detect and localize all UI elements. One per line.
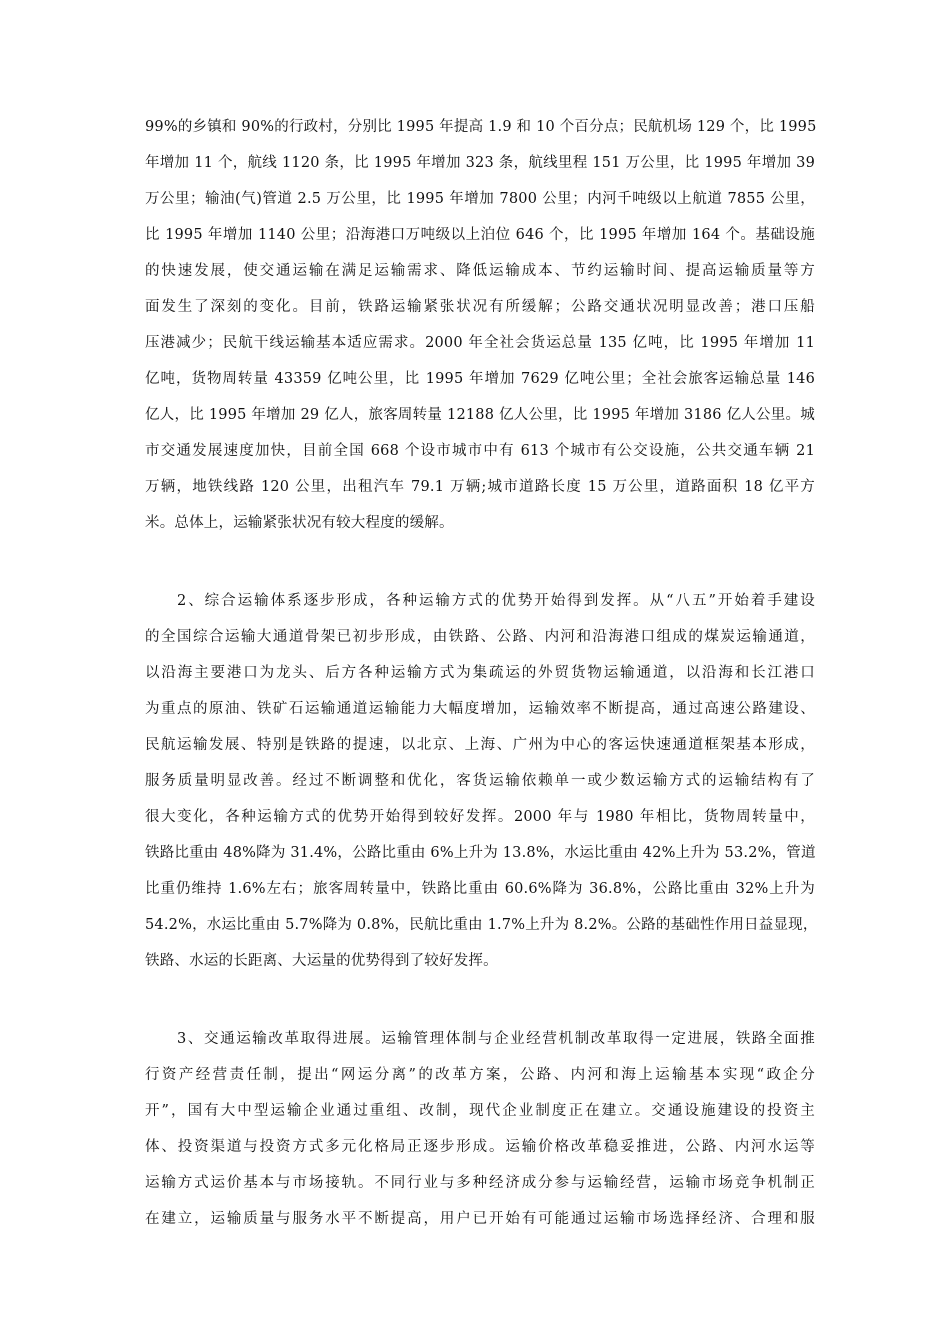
paragraph-1-line: 压港减少；民航干线运输基本适应需求。2000 年全社会货运总量 135 亿吨，比 1995 年增加 11 [145, 335, 815, 351]
paragraph-3-line: 体、投资渠道与投资方式多元化格局正逐步形成。运输价格改革稳妥推进，公路、内河水运等 [145, 1139, 815, 1155]
paragraph-3-line: 运输方式运价基本与市场接轨。不同行业与多种经济成分参与运输经营，运输市场竞争机制正 [145, 1175, 815, 1191]
paragraph-2-line: 以沿海主要港口为龙头、后方各种运输方式为集疏运的外贸货物运输通道，以沿海和长江港口 [145, 665, 815, 681]
paragraph-2-line: 铁路、水运的长距离、大运量的优势得到了较好发挥。 [145, 953, 498, 969]
paragraph-2-line: 为重点的原油、铁矿石运输通道运输能力大幅度增加，运输效率不断提高，通过高速公路建设、 [145, 701, 815, 717]
paragraph-2-line: 比重仍维持 1.6%左右；旅客周转量中，铁路比重由 60.6%降为 36.8%，公路比重由 32%上升为 [145, 881, 815, 897]
paragraph-2-line: 2、综合运输体系逐步形成，各种运输方式的优势开始得到发挥。从“八五”开始着手建设 [177, 593, 815, 609]
paragraph-2-line: 很大变化，各种运输方式的优势开始得到较好发挥。2000 年与 1980 年相比，货物周转量中， [145, 809, 815, 825]
paragraph-2-line: 铁路比重由 48%降为 31.4%，公路比重由 6%上升为 13.8%，水运比重由 42%上升为 53.2%，管道 [145, 845, 816, 861]
paragraph-3-line: 3、交通运输改革取得进展。运输管理体制与企业经营机制改革取得一定进展，铁路全面推 [177, 1031, 815, 1047]
paragraph-1-line: 万公里；输油(气)管道 2.5 万公里，比 1995 年增加 7800 公里；内河千吨级以上航道 7855 公里， [145, 191, 815, 207]
paragraph-3-line: 在建立，运输质量与服务水平不断提高，用户已开始有可能通过运输市场选择经济、合理和服 [145, 1211, 815, 1227]
paragraph-2-line: 的全国综合运输大通道骨架已初步形成，由铁路、公路、内河和沿海港口组成的煤炭运输通道， [145, 629, 815, 645]
paragraph-2-line: 54.2%，水运比重由 5.7%降为 0.8%，民航比重由 1.7%上升为 8.2%。公路的基础性作用日益显现， [145, 917, 818, 933]
paragraph-1-line: 市交通发展速度加快，目前全国 668 个设市城市中有 613 个城市有公交设施，公共交通车辆 21 [145, 443, 815, 459]
paragraph-1-line: 万辆，地铁线路 120 公里，出租汽车 79.1 万辆;城市道路长度 15 万公里，道路面积 18 亿平方 [145, 479, 815, 495]
paragraph-1-line: 米。总体上，运输紧张状况有较大程度的缓解。 [145, 515, 454, 531]
paragraph-3-line: 开”，国有大中型运输企业通过重组、改制，现代企业制度正在建立。交通设施建设的投资主 [145, 1103, 815, 1119]
paragraph-1-line: 的快速发展，使交通运输在满足运输需求、降低运输成本、节约运输时间、提高运输质量等方 [145, 263, 815, 279]
paragraph-2-line: 民航运输发展、特别是铁路的提速，以北京、上海、广州为中心的客运快速通道框架基本形成， [145, 737, 815, 753]
paragraph-1-line: 年增加 11 个，航线 1120 条，比 1995 年增加 323 条，航线里程 151 万公里，比 1995 年增加 39 [145, 155, 815, 171]
paragraph-1-line: 99%的乡镇和 90%的行政村，分别比 1995 年提高 1.9 和 10 个百分点；民航机场 129 个，比 1995 [145, 119, 817, 135]
paragraph-1-line: 亿吨，货物周转量 43359 亿吨公里，比 1995 年增加 7629 亿吨公里；全社会旅客运输总量 146 [145, 371, 815, 387]
paragraph-1-line: 比 1995 年增加 1140 公里；沿海港口万吨级以上泊位 646 个，比 1995 年增加 164 个。基础设施 [145, 227, 815, 243]
paragraph-2-line: 服务质量明显改善。经过不断调整和优化，客货运输依赖单一或少数运输方式的运输结构有了 [145, 773, 815, 789]
paragraph-1-line: 亿人，比 1995 年增加 29 亿人，旅客周转量 12188 亿人公里，比 1995 年增加 3186 亿人公里。城 [145, 407, 815, 423]
paragraph-1-line: 面发生了深刻的变化。目前，铁路运输紧张状况有所缓解；公路交通状况明显改善；港口压船 [145, 299, 815, 315]
paragraph-3-line: 行资产经营责任制，提出“网运分离”的改革方案，公路、内河和海上运输基本实现“政企分 [145, 1067, 815, 1083]
